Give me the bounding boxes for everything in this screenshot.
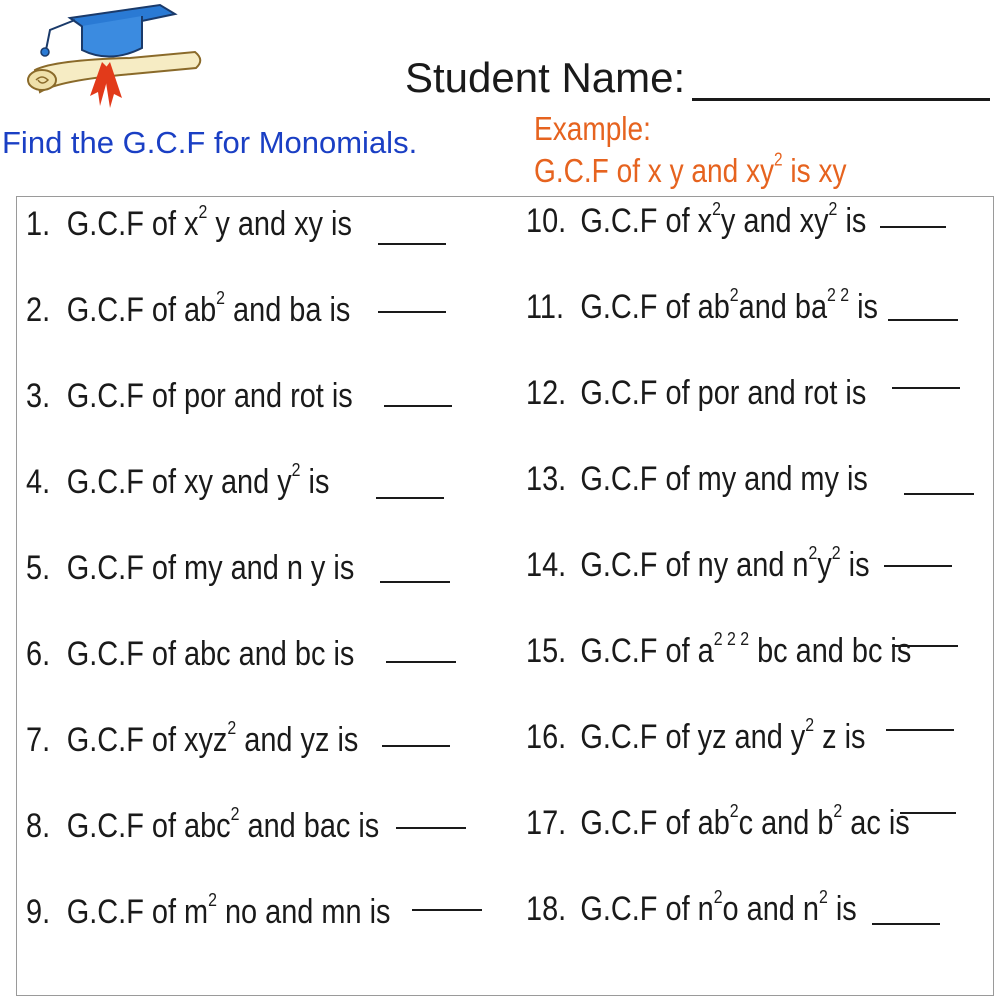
answer-blank[interactable] xyxy=(872,923,940,925)
problem-number: 8. xyxy=(26,807,51,845)
problem-item xyxy=(526,460,868,499)
exponent: 2 xyxy=(291,459,301,481)
problem-text-start: G.C.F of yz and y xyxy=(580,718,806,756)
exponent: 2 xyxy=(712,198,721,220)
answer-blank[interactable] xyxy=(396,827,466,829)
problem-text-start: G.C.F of abc xyxy=(66,807,231,845)
problem-text-middle: y and xy xyxy=(720,202,829,240)
exponent: 2 xyxy=(805,714,815,736)
answer-blank[interactable] xyxy=(886,729,954,731)
problem-number: 12. xyxy=(526,374,567,412)
example-statement xyxy=(534,149,847,190)
problem-text-end: ac is xyxy=(850,804,910,842)
problem-number: 4. xyxy=(26,463,51,501)
answer-blank[interactable] xyxy=(888,319,958,321)
answer-blank[interactable] xyxy=(376,497,444,499)
problem-text-start: G.C.F of x xyxy=(580,202,713,240)
answer-blank[interactable] xyxy=(382,745,450,747)
problem-text-start: G.C.F of n xyxy=(580,890,714,928)
problem-number: 6. xyxy=(26,635,51,673)
problem-text-start: G.C.F of a xyxy=(580,632,714,670)
exponent: 2 xyxy=(230,803,240,825)
problem-text: G.C.F of my and n y is xyxy=(66,549,355,587)
exponent: 2 xyxy=(227,717,237,739)
problem-number: 1. xyxy=(26,205,51,243)
problem-text: G.C.F of my and my is xyxy=(580,460,868,498)
exponent: 2 xyxy=(808,542,818,564)
answer-blank[interactable] xyxy=(380,581,450,583)
problem-text-end: no and mn is xyxy=(224,893,391,931)
answer-blank[interactable] xyxy=(384,405,452,407)
problem-number: 5. xyxy=(26,549,51,587)
problem-number: 17. xyxy=(526,804,567,842)
exponent: 2 xyxy=(208,889,217,911)
problem-text-middle: and ba xyxy=(738,288,828,326)
problem-item xyxy=(26,459,330,502)
mortarboard-icon xyxy=(41,5,175,57)
problem-item xyxy=(26,803,380,846)
problem-number: 9. xyxy=(26,893,51,931)
problem-number: 14. xyxy=(526,546,567,584)
exponent: 2 xyxy=(729,800,739,822)
problem-item xyxy=(526,542,870,585)
example-exponent: 2 xyxy=(774,149,783,170)
problem-number: 18. xyxy=(526,890,567,928)
problem-number: 13. xyxy=(526,460,567,498)
problem-item xyxy=(26,717,359,760)
answer-blank[interactable] xyxy=(904,493,974,495)
problem-item xyxy=(26,635,354,674)
problem-text: G.C.F of por and rot is xyxy=(66,377,353,415)
problem-text-end: and bac is xyxy=(247,807,380,845)
exponent: 2 xyxy=(729,284,739,306)
student-name-blank[interactable] xyxy=(692,98,990,101)
problem-text: G.C.F of por and rot is xyxy=(580,374,867,412)
problem-item xyxy=(526,198,867,241)
problem-number: 2. xyxy=(26,291,51,329)
problem-item xyxy=(26,201,352,244)
answer-blank[interactable] xyxy=(386,661,456,663)
diploma-scroll-icon xyxy=(28,52,200,108)
problem-text-end: is xyxy=(835,890,857,928)
answer-blank[interactable] xyxy=(412,909,482,911)
exponent: 2 xyxy=(833,800,843,822)
problem-text-end: is xyxy=(848,546,870,584)
problem-text-end: z is xyxy=(822,718,866,756)
problem-number: 16. xyxy=(526,718,567,756)
exponent: 2 xyxy=(828,198,838,220)
exponent: 2 2 2 xyxy=(713,628,750,650)
exponent: 2 2 xyxy=(827,284,850,306)
problem-text-start: G.C.F of x xyxy=(66,205,199,243)
exponent: 2 xyxy=(198,201,208,223)
problem-item xyxy=(526,374,866,413)
problem-text-middle: y xyxy=(817,546,832,584)
problem-item xyxy=(526,284,879,327)
problem-text-middle: o and n xyxy=(722,890,819,928)
problem-text-start: G.C.F of ny and n xyxy=(580,546,809,584)
problem-text-start: G.C.F of xy and y xyxy=(66,463,292,501)
problem-number: 7. xyxy=(26,721,51,759)
problem-item xyxy=(26,889,391,932)
problem-number: 11. xyxy=(526,288,565,326)
problem-text-start: G.C.F of ab xyxy=(580,288,730,326)
problem-text-start: G.C.F of m xyxy=(66,893,209,931)
answer-blank[interactable] xyxy=(880,226,946,228)
problem-text-start: G.C.F of ab xyxy=(66,291,217,329)
example-text-after: is xy xyxy=(790,152,847,189)
problem-item xyxy=(526,628,912,671)
worksheet-subtitle: Find the G.C.F for Monomials. xyxy=(2,125,418,160)
example-label: Example: xyxy=(534,110,651,147)
problem-number: 15. xyxy=(526,632,567,670)
problem-text-end: is xyxy=(845,202,867,240)
problem-text-start: G.C.F of ab xyxy=(580,804,730,842)
problem-text-end: and yz is xyxy=(244,721,359,759)
example-text-before: G.C.F of x y and xy xyxy=(534,152,775,189)
answer-blank[interactable] xyxy=(378,243,446,245)
answer-blank[interactable] xyxy=(892,387,960,389)
problem-item xyxy=(26,549,354,588)
problem-text: G.C.F of abc and bc is xyxy=(66,635,355,673)
exponent: 2 xyxy=(713,886,723,908)
problem-text-end: y and xy is xyxy=(215,205,352,243)
problem-item xyxy=(526,800,910,843)
exponent: 2 xyxy=(831,542,841,564)
answer-blank[interactable] xyxy=(900,812,956,814)
problem-text-end: and ba is xyxy=(233,291,351,329)
problem-text-end: is xyxy=(308,463,330,501)
problem-item xyxy=(526,886,857,929)
problem-item xyxy=(526,714,866,757)
problem-item xyxy=(26,377,353,416)
problem-text-end: bc and bc is xyxy=(757,632,912,670)
exponent: 2 xyxy=(216,287,226,309)
answer-blank[interactable] xyxy=(378,311,446,313)
graduation-cap-logo xyxy=(10,0,205,112)
student-name-label: Student Name: xyxy=(405,54,686,101)
answer-blank[interactable] xyxy=(892,645,958,647)
problem-text-end: is xyxy=(857,288,879,326)
problem-text-middle: c and b xyxy=(738,804,834,842)
problem-item xyxy=(26,287,351,330)
problem-text-start: G.C.F of xyz xyxy=(66,721,228,759)
answer-blank[interactable] xyxy=(884,565,952,567)
problem-number: 3. xyxy=(26,377,51,415)
exponent: 2 xyxy=(818,886,828,908)
problem-number: 10. xyxy=(526,202,567,240)
